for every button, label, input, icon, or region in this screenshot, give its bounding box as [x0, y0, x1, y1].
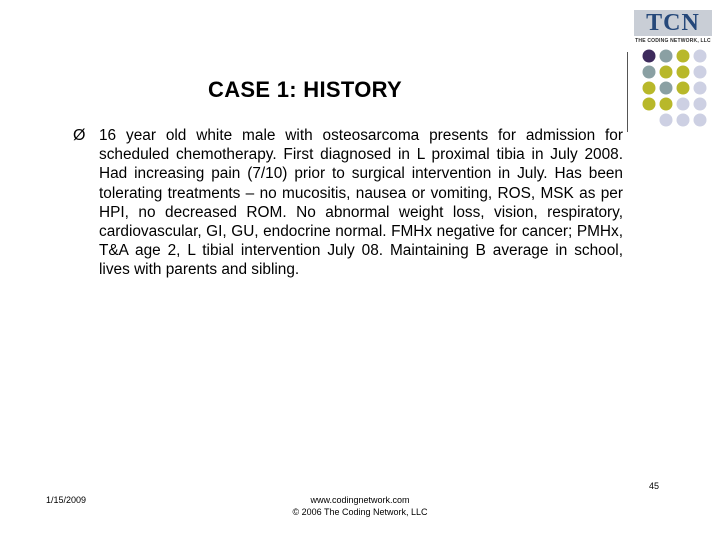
decorative-dot — [660, 114, 673, 127]
decorative-dot — [660, 82, 673, 95]
decorative-dot — [660, 66, 673, 79]
page-number: 45 — [649, 481, 660, 491]
decorative-dot — [643, 98, 656, 111]
bullet-arrow-icon: Ø — [73, 127, 86, 144]
decorative-dot — [660, 98, 673, 111]
decorative-dot — [643, 50, 656, 63]
decorative-dot — [694, 50, 707, 63]
decorative-dot — [643, 82, 656, 95]
decorative-dot — [677, 50, 690, 63]
logo-letters — [634, 10, 712, 36]
decorative-dot — [694, 114, 707, 127]
decorative-dot — [677, 66, 690, 79]
decorative-dot — [660, 50, 673, 63]
company-logo — [634, 10, 712, 46]
decorative-dot — [643, 66, 656, 79]
footer-date: 1/15/2009 — [46, 495, 87, 505]
vertical-divider — [627, 52, 628, 132]
footer-credits — [240, 494, 480, 518]
decorative-dot — [677, 98, 690, 111]
logo-letters-text: TCN — [646, 10, 700, 36]
decorative-dot — [694, 98, 707, 111]
slide-title: CASE 1: HISTORY — [208, 77, 402, 102]
decorative-dot — [694, 82, 707, 95]
logo-subtitle: THE CODING NETWORK, LLC — [635, 38, 711, 44]
decorative-dot — [694, 66, 707, 79]
decorative-dot — [677, 114, 690, 127]
decorative-dot — [677, 82, 690, 95]
footer-copyright: © 2006 The Coding Network, LLC — [292, 507, 428, 517]
bullet-text: 16 year old white male with osteosarcoma presents for admission for scheduled chemotherapy. First diagnosed in L proximal tibia in July 2008. Had increasing pain (7/10) prior to surgical intervention in July. Has been tolerating treatments – no mucositis, nausea or vomiting, ROS, MSK as per HPI, no decreased ROM. No abnormal weight loss, vision, respiratory, cardiovascular, GI, GU, endocrine normal. FMHx negative for cancer; PMHx, T&A age 2, L tibial intervention July 08. Maintaining B average in school, lives with parents and sibling. — [99, 127, 623, 279]
footer-website: www.codingnetwork.com — [310, 495, 410, 505]
